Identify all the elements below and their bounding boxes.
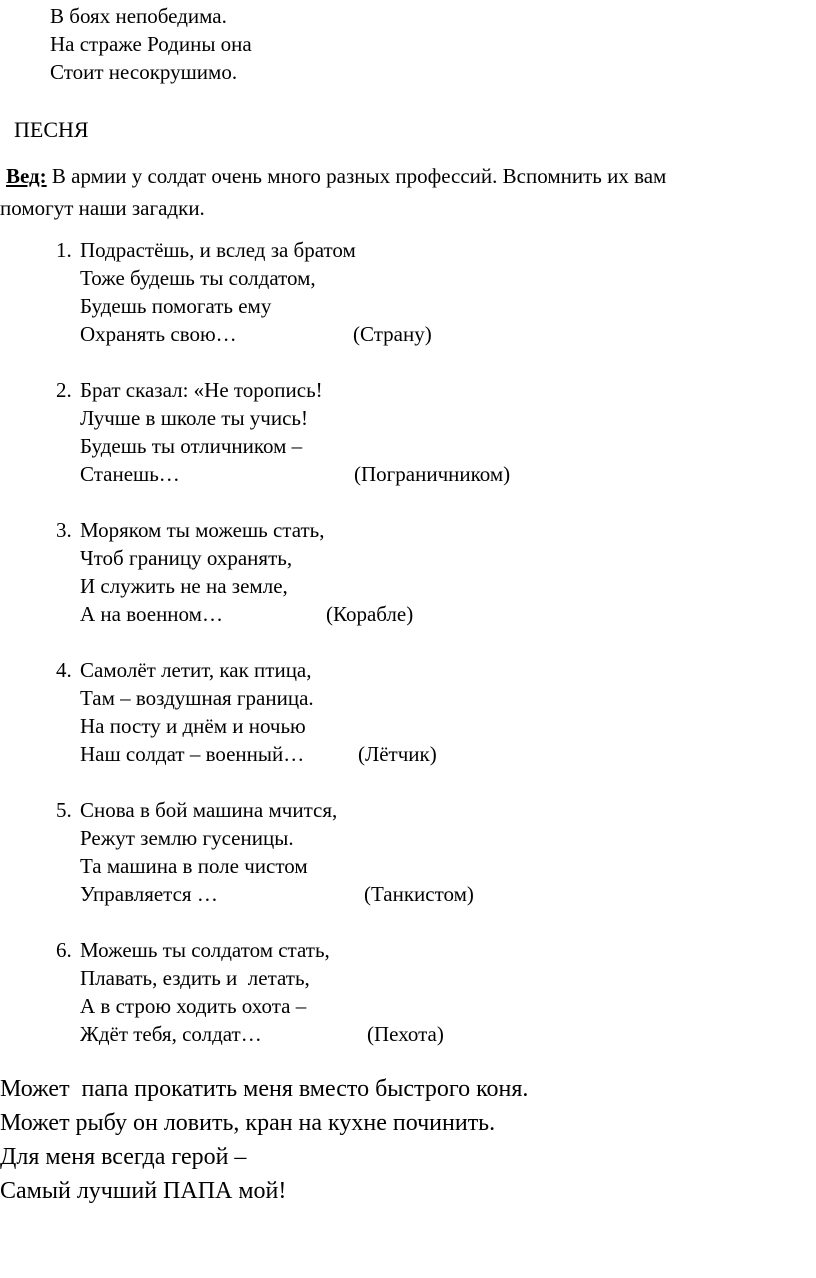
riddle-answer: (Лётчик) bbox=[358, 742, 437, 766]
riddle-line: А на военном… bbox=[80, 602, 223, 626]
riddle-line: Тоже будешь ты солдатом, bbox=[80, 266, 316, 290]
riddle-number: 6. bbox=[56, 938, 72, 962]
ved-text-line2: помогут наши загадки. bbox=[0, 196, 205, 220]
riddle-answer: (Танкистом) bbox=[364, 882, 474, 906]
closing-verse-line: Для меня всегда герой – bbox=[0, 1144, 247, 1170]
riddle-line: Моряком ты можешь стать, bbox=[80, 518, 325, 542]
riddle-line: На посту и днём и ночью bbox=[80, 714, 306, 738]
section-title: ПЕСНЯ bbox=[14, 117, 89, 142]
riddle-number: 4. bbox=[56, 658, 72, 682]
riddle-answer: (Пехота) bbox=[367, 1022, 444, 1046]
closing-verse-line: Может рыбу он ловить, кран на кухне починить. bbox=[0, 1110, 496, 1136]
riddle-line: Та машина в поле чистом bbox=[80, 854, 308, 878]
riddle-line: Можешь ты солдатом стать, bbox=[80, 938, 330, 962]
riddle-answer: (Корабле) bbox=[326, 602, 414, 626]
riddle-line: Охранять свою… bbox=[80, 322, 237, 346]
riddle-number: 2. bbox=[56, 378, 72, 402]
riddle-line: Управляется … bbox=[80, 882, 218, 906]
riddle-number: 5. bbox=[56, 798, 72, 822]
ved-label: Вед: bbox=[6, 164, 47, 188]
ved-paragraph bbox=[6, 163, 666, 189]
riddle-line: Самолёт летит, как птица, bbox=[80, 658, 312, 682]
riddle-line: Будешь ты отличником – bbox=[80, 434, 303, 458]
intro-line: Стоит несокрушимо. bbox=[50, 60, 238, 84]
riddle-line: Снова в бой машина мчится, bbox=[80, 798, 338, 822]
closing-verse-line: Самый лучший ПАПА мой! bbox=[0, 1178, 287, 1204]
riddle-number: 3. bbox=[56, 518, 72, 542]
riddle-answer: (Пограничником) bbox=[354, 462, 511, 486]
riddle-line: Плавать, ездить и летать, bbox=[80, 966, 310, 990]
riddle-line: Там – воздушная граница. bbox=[80, 686, 314, 710]
closing-verse-line: Может папа прокатить меня вместо быстрого коня. bbox=[0, 1076, 529, 1102]
ved-text-line1: В армии у солдат очень много разных профессий. Вспомнить их вам bbox=[46, 164, 667, 188]
riddle-line: Лучше в школе ты учись! bbox=[80, 406, 308, 430]
riddle-answer: (Страну) bbox=[353, 322, 432, 346]
riddle-line: Режут землю гусеницы. bbox=[80, 826, 294, 850]
riddle-line: Подрастёшь, и вслед за братом bbox=[80, 238, 356, 262]
riddle-line: Будешь помогать ему bbox=[80, 294, 272, 318]
riddle-number: 1. bbox=[56, 238, 72, 262]
riddle-line: Чтоб границу охранять, bbox=[80, 546, 293, 570]
riddle-line: Станешь… bbox=[80, 462, 180, 486]
intro-line: В боях непобедима. bbox=[50, 4, 227, 28]
intro-line: На страже Родины она bbox=[50, 32, 252, 56]
riddle-line: Ждёт тебя, солдат… bbox=[80, 1022, 262, 1046]
riddle-line: Брат сказал: «Не торопись! bbox=[80, 378, 323, 402]
riddle-line: А в строю ходить охота – bbox=[80, 994, 307, 1018]
riddle-line: Наш солдат – военный… bbox=[80, 742, 305, 766]
riddle-line: И служить не на земле, bbox=[80, 574, 288, 598]
